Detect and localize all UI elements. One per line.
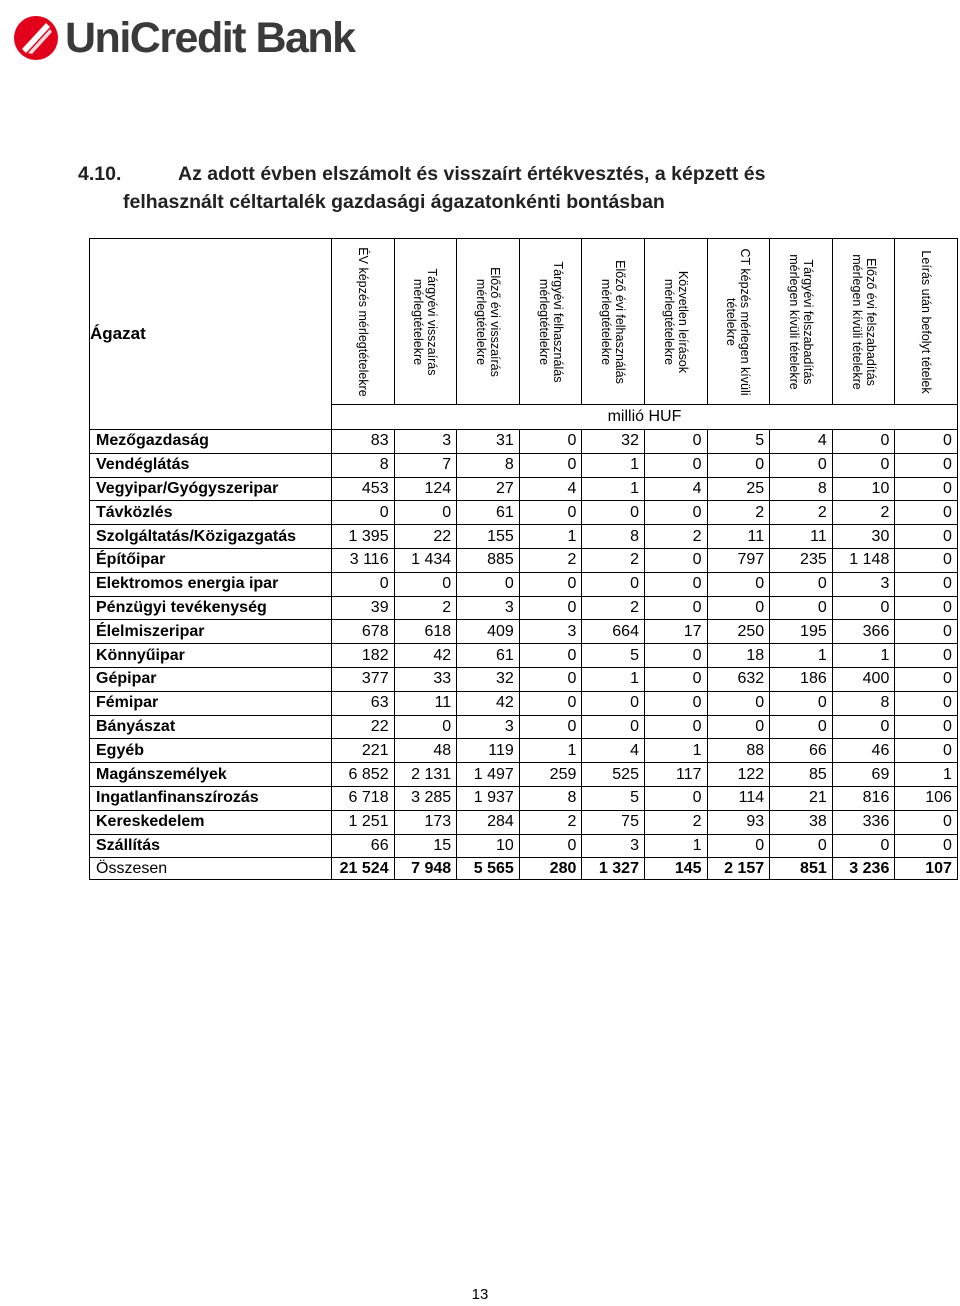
table-row — [90, 810, 958, 834]
value-cell: 618 — [394, 620, 457, 644]
value-cell: 0 — [582, 501, 645, 525]
value-cell: 4 — [582, 739, 645, 763]
value-cell: 1 251 — [332, 810, 395, 834]
total-value-cell: 1 327 — [582, 858, 645, 880]
value-cell: 1 — [582, 477, 645, 501]
column-header-label: Tárgyévi felhasználás mérlegtételekre — [536, 261, 565, 382]
table-header-row — [90, 239, 958, 405]
value-cell: 0 — [895, 644, 958, 668]
value-cell: 0 — [644, 453, 707, 477]
value-cell: 4 — [770, 430, 833, 454]
column-header — [832, 239, 895, 405]
value-cell: 3 — [457, 596, 520, 620]
value-cell: 25 — [707, 477, 770, 501]
value-cell: 2 — [394, 596, 457, 620]
value-cell: 0 — [644, 501, 707, 525]
value-cell: 0 — [644, 715, 707, 739]
section-title-line-1: Az adott évben elszámolt és visszaírt értékvesztés, a képzett és — [178, 163, 766, 185]
table-row — [90, 739, 958, 763]
value-cell: 46 — [832, 739, 895, 763]
value-cell: 3 — [582, 834, 645, 858]
value-cell: 2 — [519, 548, 582, 572]
column-header-label: Leírás után befolyt tételek — [919, 249, 934, 394]
value-cell: 27 — [457, 477, 520, 501]
value-cell: 0 — [644, 430, 707, 454]
table-row — [90, 691, 958, 715]
value-cell: 377 — [332, 667, 395, 691]
sector-name: Gépipar — [90, 667, 332, 691]
value-cell: 0 — [895, 548, 958, 572]
total-label: Összesen — [90, 858, 332, 880]
column-header-label: ÉV képzés mérlegtételekre — [355, 246, 370, 397]
value-cell: 32 — [457, 667, 520, 691]
value-cell: 0 — [644, 667, 707, 691]
value-cell: 0 — [895, 715, 958, 739]
value-cell: 0 — [895, 691, 958, 715]
value-cell: 3 285 — [394, 786, 457, 810]
unicredit-logo — [13, 12, 355, 64]
value-cell: 1 — [519, 739, 582, 763]
value-cell: 2 — [644, 525, 707, 549]
value-cell: 1 937 — [457, 786, 520, 810]
value-cell: 0 — [895, 620, 958, 644]
value-cell: 8 — [457, 453, 520, 477]
value-cell: 3 — [457, 715, 520, 739]
logo-text: UniCredit Bank — [65, 14, 355, 62]
value-cell: 7 — [394, 453, 457, 477]
sector-name: Építőipar — [90, 548, 332, 572]
value-cell: 0 — [895, 477, 958, 501]
value-cell: 3 — [394, 430, 457, 454]
value-cell: 0 — [895, 501, 958, 525]
value-cell: 366 — [832, 620, 895, 644]
value-cell: 33 — [394, 667, 457, 691]
value-cell: 5 — [582, 786, 645, 810]
value-cell: 1 — [644, 739, 707, 763]
value-cell: 63 — [332, 691, 395, 715]
value-cell: 0 — [457, 572, 520, 596]
value-cell: 632 — [707, 667, 770, 691]
value-cell: 0 — [644, 548, 707, 572]
value-cell: 0 — [770, 834, 833, 858]
value-cell: 0 — [519, 596, 582, 620]
total-row — [90, 858, 958, 880]
column-header-label: CT képzés mérlegen kívüli tételekre — [724, 247, 753, 396]
value-cell: 61 — [457, 501, 520, 525]
section-number: 4.10. — [78, 163, 122, 185]
column-header — [895, 239, 958, 405]
table-row — [90, 620, 958, 644]
value-cell: 336 — [832, 810, 895, 834]
value-cell: 66 — [770, 739, 833, 763]
value-cell: 17 — [644, 620, 707, 644]
table-row — [90, 715, 958, 739]
value-cell: 0 — [582, 572, 645, 596]
value-cell: 3 — [832, 572, 895, 596]
value-cell: 885 — [457, 548, 520, 572]
value-cell: 22 — [394, 525, 457, 549]
sector-name: Magánszemélyek — [90, 763, 332, 787]
value-cell: 2 — [582, 596, 645, 620]
value-cell: 0 — [582, 715, 645, 739]
sector-name: Bányászat — [90, 715, 332, 739]
value-cell: 0 — [832, 834, 895, 858]
value-cell: 10 — [832, 477, 895, 501]
table-row — [90, 834, 958, 858]
sector-name: Vegyipar/Gyógyszeripar — [90, 477, 332, 501]
value-cell: 117 — [644, 763, 707, 787]
value-cell: 0 — [644, 596, 707, 620]
value-cell: 1 — [895, 763, 958, 787]
value-cell: 664 — [582, 620, 645, 644]
value-cell: 2 — [644, 810, 707, 834]
value-cell: 0 — [519, 691, 582, 715]
value-cell: 1 — [519, 525, 582, 549]
value-cell: 816 — [832, 786, 895, 810]
value-cell: 4 — [519, 477, 582, 501]
value-cell: 2 — [770, 501, 833, 525]
value-cell: 1 — [582, 453, 645, 477]
value-cell: 0 — [519, 501, 582, 525]
value-cell: 18 — [707, 644, 770, 668]
column-header-label: Előző évi felszabadítás mérlegen kívüli tételekre — [849, 253, 878, 390]
value-cell: 0 — [707, 834, 770, 858]
column-header — [394, 239, 457, 405]
sector-name: Könnyűipar — [90, 644, 332, 668]
value-cell: 0 — [519, 430, 582, 454]
column-header-label: Közvetlen leírások mérlegtételekre — [661, 270, 690, 373]
total-value-cell: 107 — [895, 858, 958, 880]
value-cell: 2 — [519, 810, 582, 834]
column-header — [582, 239, 645, 405]
value-cell: 400 — [832, 667, 895, 691]
value-cell: 0 — [519, 834, 582, 858]
value-cell: 6 852 — [332, 763, 395, 787]
total-value-cell: 280 — [519, 858, 582, 880]
sector-name: Mezőgazdaság — [90, 430, 332, 454]
sector-name: Elektromos energia ipar — [90, 572, 332, 596]
value-cell: 1 — [644, 834, 707, 858]
total-value-cell: 7 948 — [394, 858, 457, 880]
value-cell: 8 — [770, 477, 833, 501]
value-cell: 66 — [332, 834, 395, 858]
value-cell: 8 — [519, 786, 582, 810]
value-cell: 0 — [519, 667, 582, 691]
value-cell: 0 — [895, 525, 958, 549]
value-cell: 15 — [394, 834, 457, 858]
value-cell: 114 — [707, 786, 770, 810]
value-cell: 119 — [457, 739, 520, 763]
sector-name: Távközlés — [90, 501, 332, 525]
value-cell: 75 — [582, 810, 645, 834]
value-cell: 0 — [832, 715, 895, 739]
sector-name: Pénzügyi tevékenység — [90, 596, 332, 620]
value-cell: 1 — [770, 644, 833, 668]
value-cell: 0 — [582, 691, 645, 715]
value-cell: 11 — [394, 691, 457, 715]
value-cell: 8 — [582, 525, 645, 549]
value-cell: 525 — [582, 763, 645, 787]
value-cell: 195 — [770, 620, 833, 644]
value-cell: 0 — [332, 572, 395, 596]
value-cell: 2 — [707, 501, 770, 525]
value-cell: 0 — [644, 572, 707, 596]
sector-name: Egyéb — [90, 739, 332, 763]
column-header-label: Tárgyévi felszabadítás mérlegen kívüli tételekre — [786, 253, 815, 390]
table-row — [90, 572, 958, 596]
value-cell: 221 — [332, 739, 395, 763]
value-cell: 0 — [770, 572, 833, 596]
value-cell: 2 — [832, 501, 895, 525]
value-cell: 42 — [457, 691, 520, 715]
column-header — [519, 239, 582, 405]
value-cell: 11 — [770, 525, 833, 549]
value-cell: 122 — [707, 763, 770, 787]
value-cell: 1 497 — [457, 763, 520, 787]
value-cell: 453 — [332, 477, 395, 501]
value-cell: 0 — [707, 453, 770, 477]
sector-name: Kereskedelem — [90, 810, 332, 834]
unicredit-logo-mark-icon — [13, 15, 59, 61]
value-cell: 48 — [394, 739, 457, 763]
table-row — [90, 667, 958, 691]
table-row — [90, 548, 958, 572]
value-cell: 0 — [332, 501, 395, 525]
row-header-agazat: Ágazat — [90, 239, 332, 430]
section-title-line-2: felhasznált céltartalék gazdasági ágazatonkénti bontásban — [123, 191, 665, 213]
value-cell: 0 — [707, 715, 770, 739]
value-cell: 0 — [895, 430, 958, 454]
value-cell: 39 — [332, 596, 395, 620]
impairment-provision-table — [89, 238, 958, 880]
value-cell: 0 — [895, 834, 958, 858]
value-cell: 3 116 — [332, 548, 395, 572]
value-cell: 21 — [770, 786, 833, 810]
value-cell: 678 — [332, 620, 395, 644]
total-value-cell: 21 524 — [332, 858, 395, 880]
value-cell: 5 — [582, 644, 645, 668]
value-cell: 0 — [832, 430, 895, 454]
sector-name: Élelmiszeripar — [90, 620, 332, 644]
table-row — [90, 596, 958, 620]
value-cell: 1 — [582, 667, 645, 691]
table-row — [90, 644, 958, 668]
table-row — [90, 786, 958, 810]
table-row — [90, 453, 958, 477]
value-cell: 409 — [457, 620, 520, 644]
value-cell: 3 — [519, 620, 582, 644]
table-row — [90, 430, 958, 454]
value-cell: 0 — [770, 453, 833, 477]
value-cell: 173 — [394, 810, 457, 834]
column-header — [644, 239, 707, 405]
sector-name: Fémipar — [90, 691, 332, 715]
value-cell: 31 — [457, 430, 520, 454]
sector-name: Szolgáltatás/Közigazgatás — [90, 525, 332, 549]
value-cell: 6 718 — [332, 786, 395, 810]
value-cell: 0 — [394, 715, 457, 739]
unit-label: millió HUF — [332, 405, 958, 430]
value-cell: 83 — [332, 430, 395, 454]
total-value-cell: 145 — [644, 858, 707, 880]
value-cell: 0 — [832, 596, 895, 620]
value-cell: 0 — [832, 453, 895, 477]
table-row — [90, 501, 958, 525]
value-cell: 0 — [644, 786, 707, 810]
column-header-label: Tárgyévi visszaírás mérlegtételekre — [411, 268, 440, 375]
value-cell: 0 — [394, 501, 457, 525]
column-header — [707, 239, 770, 405]
value-cell: 0 — [770, 715, 833, 739]
section-title — [78, 160, 938, 216]
value-cell: 11 — [707, 525, 770, 549]
value-cell: 0 — [519, 572, 582, 596]
value-cell: 1 434 — [394, 548, 457, 572]
value-cell: 797 — [707, 548, 770, 572]
total-value-cell: 851 — [770, 858, 833, 880]
sector-name: Ingatlanfinanszírozás — [90, 786, 332, 810]
value-cell: 0 — [707, 596, 770, 620]
value-cell: 0 — [895, 572, 958, 596]
value-cell: 8 — [332, 453, 395, 477]
column-header-label: Előző évi felhasználás mérlegtételekre — [599, 259, 628, 384]
value-cell: 93 — [707, 810, 770, 834]
column-header-label: Előző évi visszaírás mérlegtételekre — [473, 266, 502, 377]
value-cell: 250 — [707, 620, 770, 644]
value-cell: 42 — [394, 644, 457, 668]
value-cell: 69 — [832, 763, 895, 787]
value-cell: 10 — [457, 834, 520, 858]
value-cell: 2 — [582, 548, 645, 572]
table-row — [90, 525, 958, 549]
total-value-cell: 5 565 — [457, 858, 520, 880]
value-cell: 1 395 — [332, 525, 395, 549]
column-header — [332, 239, 395, 405]
value-cell: 0 — [644, 644, 707, 668]
value-cell: 1 148 — [832, 548, 895, 572]
value-cell: 0 — [707, 691, 770, 715]
page-number: 13 — [471, 1286, 489, 1303]
value-cell: 124 — [394, 477, 457, 501]
table-row — [90, 763, 958, 787]
value-cell: 0 — [770, 596, 833, 620]
table-row — [90, 477, 958, 501]
value-cell: 0 — [644, 691, 707, 715]
value-cell: 0 — [895, 596, 958, 620]
value-cell: 155 — [457, 525, 520, 549]
sector-name: Vendéglátás — [90, 453, 332, 477]
value-cell: 85 — [770, 763, 833, 787]
value-cell: 8 — [832, 691, 895, 715]
value-cell: 186 — [770, 667, 833, 691]
value-cell: 0 — [895, 667, 958, 691]
total-value-cell: 3 236 — [832, 858, 895, 880]
column-header — [770, 239, 833, 405]
total-value-cell: 2 157 — [707, 858, 770, 880]
value-cell: 2 131 — [394, 763, 457, 787]
value-cell: 22 — [332, 715, 395, 739]
value-cell: 0 — [519, 453, 582, 477]
value-cell: 106 — [895, 786, 958, 810]
value-cell: 0 — [394, 572, 457, 596]
value-cell: 4 — [644, 477, 707, 501]
value-cell: 30 — [832, 525, 895, 549]
value-cell: 88 — [707, 739, 770, 763]
value-cell: 0 — [895, 810, 958, 834]
value-cell: 0 — [770, 691, 833, 715]
value-cell: 0 — [707, 572, 770, 596]
value-cell: 0 — [895, 453, 958, 477]
table-body — [90, 430, 958, 880]
value-cell: 0 — [519, 644, 582, 668]
value-cell: 38 — [770, 810, 833, 834]
value-cell: 32 — [582, 430, 645, 454]
value-cell: 235 — [770, 548, 833, 572]
value-cell: 0 — [895, 739, 958, 763]
sector-name: Szállítás — [90, 834, 332, 858]
value-cell: 0 — [519, 715, 582, 739]
value-cell: 182 — [332, 644, 395, 668]
column-header — [457, 239, 520, 405]
value-cell: 259 — [519, 763, 582, 787]
value-cell: 61 — [457, 644, 520, 668]
value-cell: 284 — [457, 810, 520, 834]
value-cell: 1 — [832, 644, 895, 668]
value-cell: 5 — [707, 430, 770, 454]
